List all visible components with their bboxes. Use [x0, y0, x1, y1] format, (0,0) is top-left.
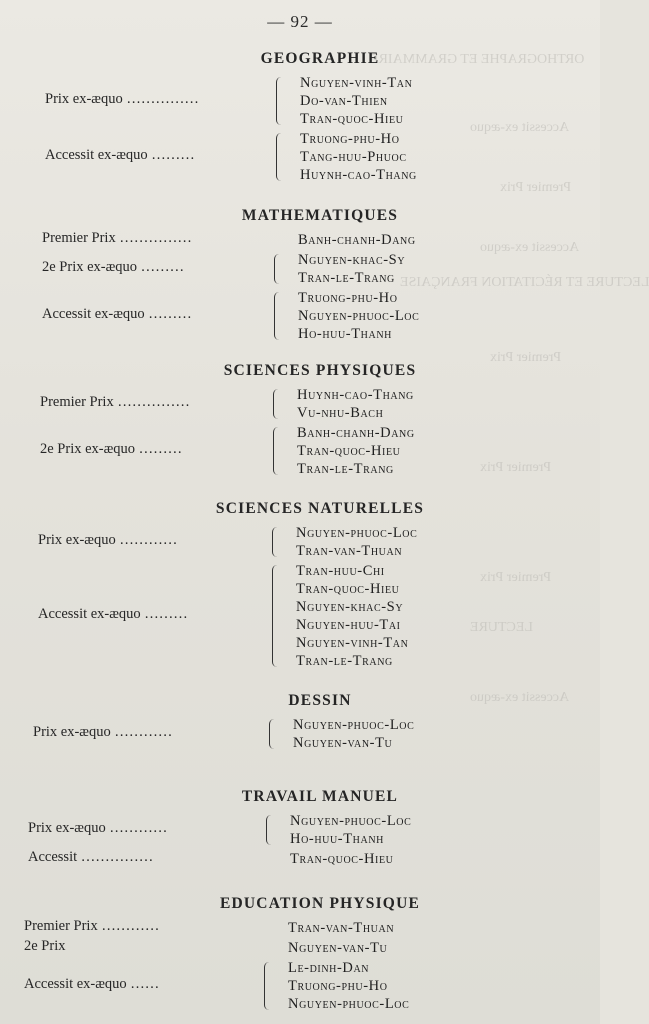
- winner-name: Nguyen-vinh-Tan: [300, 75, 413, 91]
- section-heading: SCIENCES PHYSIQUES: [223, 362, 417, 379]
- winner-name: Tran-quoc-Hieu: [300, 111, 404, 127]
- award-group: [0, 562, 600, 670]
- winner-names: [290, 812, 411, 848]
- winner-name: Nguyen-phuoc-Loc: [288, 996, 410, 1012]
- award-group: [0, 424, 600, 478]
- winner-names: [298, 251, 405, 287]
- brace-mark: [272, 565, 277, 667]
- winner-name: Tran-quoc-Hieu: [290, 851, 394, 867]
- brace-mark: [264, 962, 269, 1010]
- winner-names: [296, 524, 417, 560]
- winner-name: Huynh-cao-Thang: [300, 167, 417, 183]
- winner-name: Nguyen-khac-Sy: [298, 252, 406, 268]
- winner-names: [298, 231, 416, 249]
- page-number: — 92 —: [267, 12, 333, 31]
- winner-names: [297, 424, 415, 478]
- award-group: [0, 959, 600, 1013]
- winner-names: [288, 919, 394, 937]
- winner-name: Do-van-Thien: [300, 93, 388, 109]
- section: [0, 893, 600, 1012]
- award-label: Accessit ex-æquo ……: [24, 976, 160, 992]
- award-group: [0, 130, 600, 184]
- award-label: Premier Prix ……………: [40, 394, 190, 410]
- brace-mark: [273, 389, 278, 419]
- winner-name: Nguyen-huu-Tai: [296, 617, 401, 633]
- award-label: Accessit ……………: [28, 849, 154, 865]
- bleed-through-text: Premier Prix: [480, 570, 552, 585]
- winner-name: Ho-huu-Thanh: [298, 326, 392, 342]
- section: [0, 48, 600, 183]
- winner-name: Nguyen-khac-Sy: [296, 599, 404, 615]
- bleed-through-text: Premier Prix: [490, 350, 562, 365]
- winner-name: Le-dinh-Dan: [288, 960, 370, 976]
- winner-name: Vu-nhu-Bach: [297, 405, 384, 421]
- award-group: [0, 850, 600, 868]
- winner-name: Tran-le-Trang: [296, 653, 393, 669]
- section-heading: DESSIN: [288, 692, 352, 709]
- winner-name: Tran-van-Thuan: [288, 920, 395, 936]
- winner-name: Tang-huu-Phuoc: [300, 149, 407, 165]
- award-label: Prix ex-æquo …………: [33, 724, 173, 740]
- winner-name: Truong-phu-Ho: [300, 131, 400, 147]
- award-group: [0, 812, 600, 848]
- award-label: Premier Prix …………: [24, 918, 160, 934]
- award-group: [0, 251, 600, 287]
- bleed-through-text: LECTURE: [470, 620, 533, 635]
- bleed-through-text: Accessit ex-æquo: [470, 120, 570, 135]
- winner-names: [300, 130, 417, 184]
- winner-name: Tran-le-Trang: [297, 461, 394, 477]
- award-group: [0, 939, 600, 957]
- bleed-through-text: Accessit ex-æquo: [470, 690, 570, 705]
- section-heading: MATHEMATIQUES: [241, 207, 399, 224]
- winner-name: Tran-quoc-Hieu: [297, 443, 401, 459]
- award-label: 2e Prix ex-æquo ………: [40, 441, 183, 457]
- brace-mark: [266, 815, 271, 845]
- section-heading: TRAVAIL MANUEL: [241, 788, 399, 805]
- winner-name: Nguyen-phuoc-Loc: [290, 813, 412, 829]
- award-group: [0, 231, 600, 249]
- winner-names: [300, 74, 412, 128]
- section: [0, 360, 600, 477]
- winner-name: Tran-le-Trang: [298, 270, 395, 286]
- section: [0, 690, 600, 751]
- winner-name: Huynh-cao-Thang: [297, 387, 414, 403]
- winner-names: [290, 850, 394, 868]
- award-label: Prix ex-æquo …………: [28, 820, 168, 836]
- winner-names: [293, 716, 414, 752]
- winner-name: Tran-huu-Chi: [296, 563, 385, 579]
- award-label: Prix ex-æquo …………: [38, 532, 178, 548]
- award-group: [0, 524, 600, 560]
- award-label: Accessit ex-æquo ………: [38, 606, 188, 622]
- section-heading: GEOGRAPHIE: [260, 50, 380, 67]
- winner-names: [298, 289, 419, 343]
- award-label: Prix ex-æquo ……………: [45, 91, 199, 107]
- winner-name: Truong-phu-Ho: [288, 978, 388, 994]
- winner-names: [296, 562, 408, 670]
- award-group: [0, 716, 600, 752]
- section: [0, 786, 600, 867]
- section-heading: SCIENCES NATURELLES: [215, 500, 425, 517]
- bleed-through-text: LECTURE ET RÉCITATION FRANÇAISE: [400, 275, 649, 290]
- winner-name: Tran-quoc-Hieu: [296, 581, 400, 597]
- brace-mark: [276, 133, 281, 181]
- winner-name: Banh-chanh-Dang: [297, 425, 415, 441]
- winner-name: Banh-chanh-Dang: [298, 232, 416, 248]
- bleed-through-text: Accessit ex-æquo: [480, 240, 580, 255]
- winner-names: [288, 939, 387, 957]
- brace-mark: [269, 719, 274, 749]
- winner-name: Truong-phu-Ho: [298, 290, 398, 306]
- winner-names: [288, 959, 409, 1013]
- winner-name: Nguyen-phuoc-Loc: [296, 525, 418, 541]
- winner-name: Nguyen-phuoc-Loc: [298, 308, 420, 324]
- winner-names: [297, 386, 414, 422]
- award-label: 2e Prix ex-æquo ………: [42, 259, 185, 275]
- section-heading: EDUCATION PHYSIQUE: [219, 895, 421, 912]
- brace-mark: [274, 292, 279, 340]
- award-group: [0, 74, 600, 128]
- winner-name: Nguyen-van-Tu: [293, 735, 393, 751]
- award-label: Accessit ex-æquo ………: [42, 306, 192, 322]
- brace-mark: [272, 527, 277, 557]
- winner-name: Tran-van-Thuan: [296, 543, 403, 559]
- bleed-through-text: ORTHOGRAPHE ET GRAMMAIRE: [370, 52, 585, 67]
- winner-name: Ho-huu-Thanh: [290, 831, 384, 847]
- brace-mark: [273, 427, 278, 475]
- award-group: [0, 386, 600, 422]
- award-group: [0, 919, 600, 937]
- brace-mark: [274, 254, 279, 284]
- winner-name: Nguyen-phuoc-Loc: [293, 717, 415, 733]
- winner-name: Nguyen-vinh-Tan: [296, 635, 409, 651]
- bleed-through-text: Premier Prix: [500, 180, 572, 195]
- brace-mark: [276, 77, 281, 125]
- award-label: Accessit ex-æquo ………: [45, 147, 195, 163]
- award-label: Premier Prix ……………: [42, 230, 192, 246]
- bleed-through-text: Premier Prix: [480, 460, 552, 475]
- award-group: [0, 289, 600, 343]
- award-label: 2e Prix: [24, 938, 66, 954]
- winner-name: Nguyen-van-Tu: [288, 940, 388, 956]
